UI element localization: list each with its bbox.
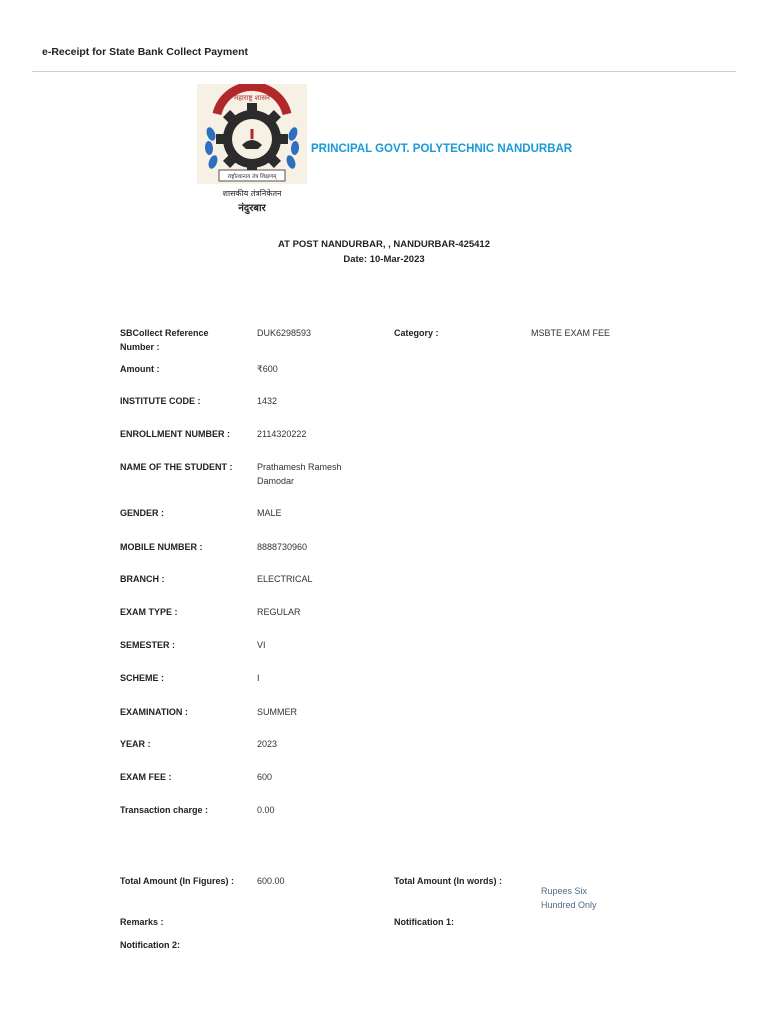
field-value: SUMMER (257, 707, 297, 717)
field-value (257, 460, 342, 488)
field-value: MALE (257, 508, 282, 518)
field-label: YEAR : (120, 739, 151, 749)
field-value: REGULAR (257, 607, 301, 617)
field-value: 2114320222 (257, 429, 307, 439)
field-label: EXAM FEE : (120, 772, 172, 782)
field-label: ENROLLMENT NUMBER : (120, 429, 230, 439)
field-value: ₹600 (257, 364, 278, 374)
student-name-line1: Prathamesh Ramesh (257, 462, 342, 472)
total-words-value (541, 884, 597, 912)
field-value: 0.00 (257, 805, 275, 815)
field-label: GENDER : (120, 508, 165, 518)
remarks-label: Remarks : (120, 917, 164, 927)
notification1-label: Notification 1: (394, 917, 454, 927)
field-label: EXAM TYPE : (120, 607, 178, 617)
institute-logo (197, 84, 307, 216)
field-label: INSTITUTE CODE : (120, 396, 201, 406)
institute-address: AT POST NANDURBAR, , NANDURBAR-425412 (277, 239, 490, 250)
category-label: Category : (394, 328, 439, 338)
field-label: NAME OF THE STUDENT : (120, 462, 233, 472)
total-figures-label: Total Amount (In Figures) : (120, 876, 234, 886)
field-label: SCHEME : (120, 673, 165, 683)
field-label: EXAMINATION : (120, 707, 188, 717)
total-words-line2: Hundred Only (541, 900, 597, 910)
logo-caption-line2: नंदुरबार (238, 203, 266, 214)
receipt-date: Date: 10-Mar-2023 (343, 254, 425, 265)
field-value: 2023 (257, 739, 278, 749)
logo-caption-line1: शासकीय तंत्रनिकेतन (222, 189, 282, 198)
reference-label-line1: SBCollect Reference (120, 328, 209, 338)
total-words-label: Total Amount (In words) : (394, 876, 502, 886)
category-value: MSBTE EXAM FEE (531, 328, 611, 338)
header-divider (32, 71, 736, 72)
logo-banner-text: राष्ट्रोत्थानाय तंत्र शिक्षणम् (227, 174, 277, 180)
total-words-line1: Rupees Six (541, 886, 588, 896)
field-value: VI (257, 640, 266, 650)
field-label: Amount : (120, 364, 160, 374)
total-figures-value: 600.00 (257, 876, 285, 886)
reference-label-line2: Number : (120, 342, 160, 352)
field-label: Transaction charge : (120, 805, 209, 815)
field-value: I (257, 673, 260, 683)
field-value: 600 (257, 772, 273, 782)
field-value: 1432 (257, 396, 278, 406)
field-label: BRANCH : (120, 574, 165, 584)
logo-top-text: महाराष्ट्र शासन (234, 94, 270, 102)
receipt-header-title: e-Receipt for State Bank Collect Payment (42, 46, 248, 58)
field-label: SEMESTER : (120, 640, 176, 650)
field-label: MOBILE NUMBER : (120, 542, 203, 552)
reference-value: DUK6298593 (257, 328, 312, 338)
institute-name: PRINCIPAL GOVT. POLYTECHNIC NANDURBAR (311, 143, 573, 155)
student-name-line2: Damodar (257, 476, 295, 486)
notification2-label: Notification 2: (120, 940, 180, 950)
field-value: ELECTRICAL (257, 574, 313, 584)
reference-label (120, 326, 209, 354)
field-value: 8888730960 (257, 542, 308, 552)
